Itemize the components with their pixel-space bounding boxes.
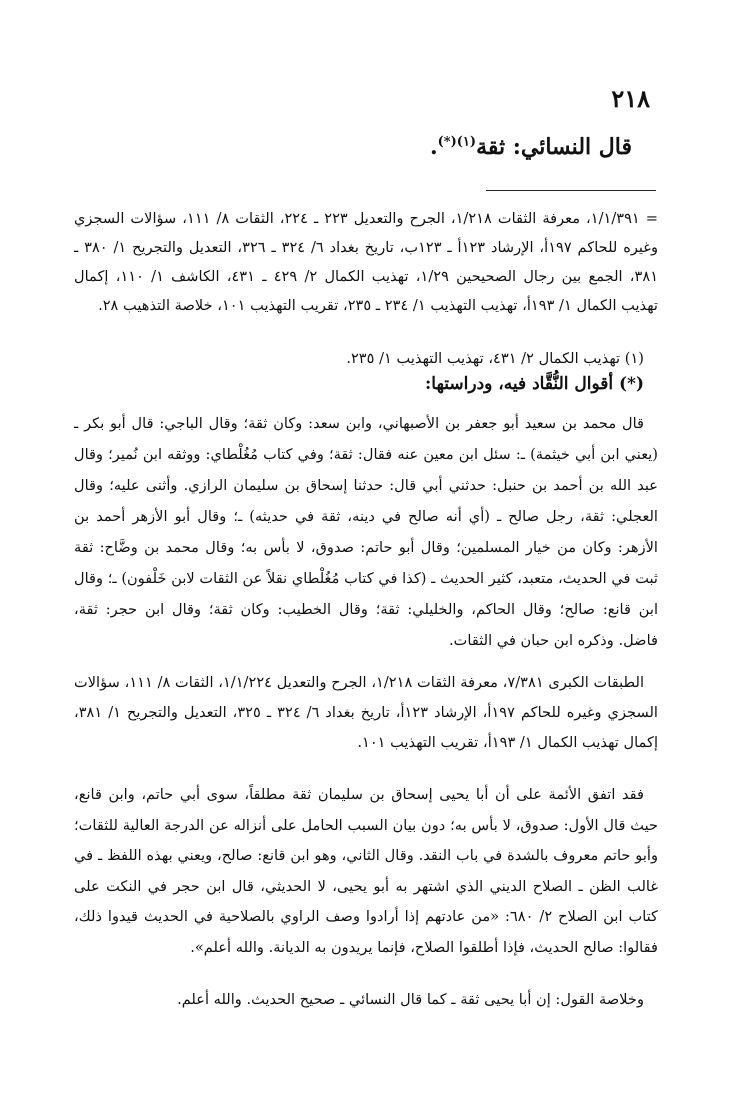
footnote-1-text: (١) تهذيب الكمال ٢/ ٤٣١، تهذيب التهذيب ١/ ٢٣٥. bbox=[346, 350, 644, 367]
footnote-continuation-text: = ١/١/٣٩١، معرفة الثقات ١/٢١٨، الجرح والتعديل ٢٢٣ ـ ٢٢٤، الثقات ٨/ ١١١، سؤالات السجزي وغيره للحاكم ١٩٧أ، الإرشاد ١٢٣أ ـ ١٢٣ب، تاريخ بغداد ٦/ ٣٢٤ ـ ٣٢٦، التعديل والتجريح ١/ ٣٨٠ ـ ٣٨١، الجمع بين رجال الصحيحين ١/٢٩، تهذيب الكمال ٢/ ٤٢٩ ـ ٤٣١، الكاشف ١/ ١١٠، إكمال تهذيب الكمال ١/ ١٩٣أ، تهذيب التهذيب ١/ ٢٣٤ ـ ٢٣٥، تقريب التهذيب ١٠١، خلاصة التذهيب ٢٨. bbox=[74, 210, 659, 314]
heading-period: . bbox=[429, 134, 438, 160]
conclusion-paragraph bbox=[74, 985, 658, 1015]
heading-text: قال النسائي: ثقة bbox=[476, 134, 632, 160]
study-section bbox=[74, 780, 658, 963]
heading-footnote-marks: (١)(*) bbox=[437, 134, 477, 150]
footnote-continuation bbox=[74, 204, 658, 320]
footnote-1 bbox=[74, 346, 658, 372]
critics-paragraph bbox=[74, 408, 658, 656]
critics-text: قال محمد بن سعيد أبو جعفر بن الأصبهاني، وابن سعد: وكان ثقة؛ وقال الباجي: قال أبو بكر ـ (يعني ابن أبي خيثمة) ـ: سئل ابن معين عنه فقال: ثقة؛ وفي كتاب مُغُلْطاي: ووثقه ابن نُمير؛ وقال عبد الله بن أحمد بن حنبل: حدثني أبي قال: حدثنا إسحاق بن سليمان الرازي. وأثنى عليه؛ وقال العجلي: ثقة، رجل صالح ـ (أي أنه صالح في دينه، ثقة في حديثه) ـ؛ وقال أبو الأزهر أحمد بن الأزهر: وكان من خيار المسلمين؛ وقال أبو حاتم: صدوق، لا بأس به؛ وقال محمد بن وضَّاح: ثقة ثبت في الحديث، متعبد، كثير الحديث ـ (كذا في كتاب مُغُلْطاي نقلاً عن الثقات لابن خَلْفون) ـ؛ وقال ابن قانع: صالح؛ وقال الحاكم، والخليلي: ثقة؛ وقال الخطيب: وكان ثقة؛ وقال ابن حجر: ثقة، فاضل. وذكره ابن حبان في الثقات. bbox=[74, 415, 658, 649]
conclusion-text: وخلاصة القول: إن أبا يحيى ثقة ـ كما قال النسائي ـ صحيح الحديث. والله أعلم. bbox=[177, 991, 644, 1008]
page-number: ٢١٨ bbox=[611, 84, 650, 113]
sources-text: الطبقات الكبرى ٧/٣٨١، معرفة الثقات ١/٢١٨، الجرح والتعديل ١/١/٢٢٤، الثقات ٨/ ١١١، سؤالات السجزي وغيره للحاكم ١٩٧أ، الإرشاد ١٢٣أ، تاريخ بغداد ٦/ ٣٢٤ ـ ٣٢٥، التعديل والتجريح ١/ ٣٨١، إكمال تهذيب الكمال ١/ ١٩٣أ، تقريب التهذيب ١٠١. bbox=[74, 674, 658, 751]
sources-paragraph bbox=[74, 668, 658, 758]
study-paragraph: فقد اتفق الأئمة على أن أبا يحيى إسحاق بن سليمان ثقة مطلقاً، سوى أبي حاتم، وابن قانع، حيث قال الأول: صدوق، لا بأس به؛ دون بيان السبب الحامل على أنزاله عن الدرجة العالية للثقات؛ وأبو حاتم معروف بالشدة في باب النقد. وقال الثاني، وهو ابن قانع: صالح، ويعني بهذه اللفظ ـ في غالب الظن ـ الصلاح الديني الذي اشتهر به أبو يحيى، لا الحديثي، قال ابن حجر في النكت على كتاب ابن الصلاح ٢/ ٦٨٠: «من عادتهم إذا أرادوا وصف الراوي بالصلاحية في الحديث قيدوا ذلك، فقالوا: صالح الحديث، فإذا أطلقوا الصلاح، فإنما يريدون به الديانة. والله أعلم». bbox=[74, 786, 658, 956]
footnote-separator bbox=[486, 190, 656, 191]
page-heading bbox=[430, 134, 632, 160]
section-title: (*) أقوال النُّقَّاد فيه، ودراستها: bbox=[425, 374, 644, 394]
